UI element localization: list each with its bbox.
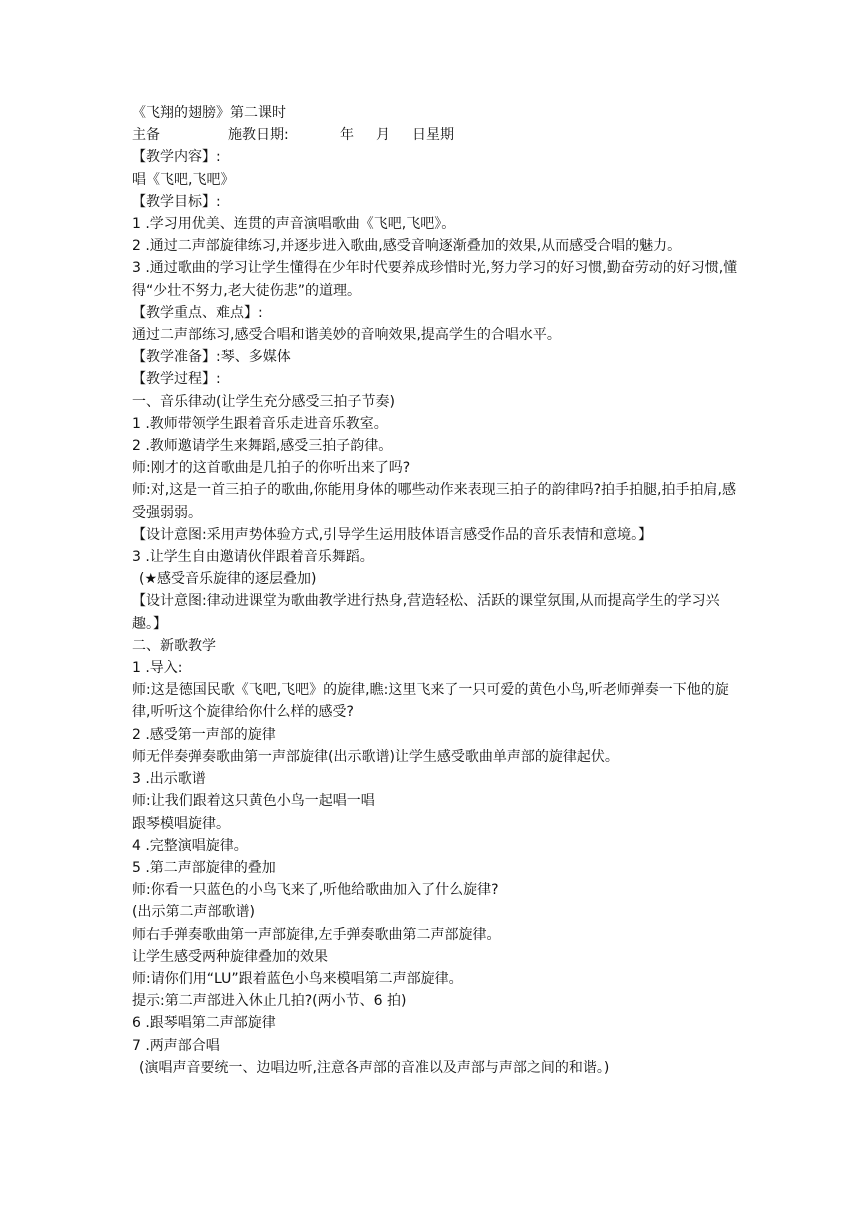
design-intent-note: 【设计意图:律动进课堂为歌曲教学进行热身,营造轻松、活跃的课堂氛围,从而提高学生的学习兴趣。】	[132, 593, 720, 632]
paragraph: (★感受音乐旋律的逐层叠加)	[139, 571, 317, 588]
list-item: 1 .教师带领学生跟着音乐走进音乐教室。	[132, 415, 388, 432]
design-intent-note: 【设计意图:采用声势体验方式,引导学生运用肢体语言感受作品的音乐表情和意境。】	[132, 526, 653, 543]
document-header-row	[132, 124, 742, 146]
paragraph: 师:对,这是一首三拍子的歌曲,你能用身体的哪些动作来表现三拍子的韵律吗?拍手拍腿,拍手拍肩,感受强弱弱。	[132, 482, 736, 521]
paragraph: 师:你看一只蓝色的小鸟飞来了,听他给歌曲加入了什么旋律?	[132, 882, 499, 899]
day-label: 日	[412, 127, 426, 144]
weekday-label: 星期	[426, 127, 454, 144]
list-item: 2 .通过二声部旋律练习,并逐步进入歌曲,感受音响逐渐叠加的效果,从而感受合唱的魅力。	[132, 238, 682, 255]
list-item: 7 .两声部合唱	[132, 1037, 220, 1054]
list-item: 3 .让学生自由邀请伙伴跟着音乐舞蹈。	[132, 549, 374, 566]
list-item: 1 .导入:	[132, 660, 183, 677]
paragraph: 跟琴模唱旋律。	[132, 815, 230, 832]
paragraph: 通过二声部练习,感受合唱和谐美妙的音响效果,提高学生的合唱水平。	[132, 327, 561, 344]
paragraph: 师:刚才的这首歌曲是几拍子的你听出来了吗?	[132, 460, 411, 477]
list-item: 4 .完整演唱旋律。	[132, 837, 248, 854]
lesson-plan-document	[132, 102, 742, 1079]
paragraph: 师:这是德国民歌《飞吧,飞吧》的旋律,瞧:这里飞来了一只可爱的黄色小鸟,听老师弹奏一下他的旋律,听听这个旋律给你什么样的感受?	[132, 682, 729, 721]
subsection-heading: 二、新歌教学	[132, 637, 216, 654]
paragraph: (出示第二声部歌谱)	[132, 904, 255, 921]
list-item: 2 .教师邀请学生来舞蹈,感受三拍子韵律。	[132, 438, 393, 455]
paragraph: 师无伴奏弹奏歌曲第一声部旋律(出示歌谱)让学生感受歌曲单声部的旋律起伏。	[132, 748, 619, 765]
paragraph: (演唱声音要统一、边唱边听,注意各声部的音准以及声部与声部之间的和谐。)	[139, 1059, 610, 1076]
paragraph: 师右手弹奏歌曲第一声部旋律,左手弹奏歌曲第二声部旋律。	[132, 926, 501, 943]
month-label: 月	[376, 127, 390, 144]
host-label: 主备	[132, 127, 160, 144]
year-label: 年	[340, 127, 354, 144]
list-item: 5 .第二声部旋律的叠加	[132, 859, 276, 876]
subsection-heading: 一、音乐律动(让学生充分感受三拍子节奏)	[132, 393, 395, 410]
section-heading: 【教学重点、难点】:	[132, 304, 263, 321]
list-item: 2 .感受第一声部的旋律	[132, 726, 276, 743]
paragraph: 师:请你们用“LU”跟着蓝色小鸟来模唱第二声部旋律。	[132, 970, 463, 987]
list-item: 1 .学习用优美、连贯的声音演唱歌曲《飞吧,飞吧》。	[132, 216, 456, 233]
paragraph: 师:让我们跟着这只黄色小鸟一起唱一唱	[132, 793, 375, 810]
document-title: 《飞翔的翅膀》第二课时	[132, 105, 286, 121]
list-item: 6 .跟琴唱第二声部旋律	[132, 1015, 276, 1032]
section-heading: 【教学过程】:	[132, 371, 221, 388]
list-item: 3 .出示歌谱	[132, 771, 206, 788]
section-heading: 【教学准备】:琴、多媒体	[132, 349, 291, 366]
section-heading: 【教学内容】:	[132, 149, 221, 166]
paragraph: 提示:第二声部进入休止几拍?(两小节、6 拍)	[132, 993, 407, 1010]
section-heading: 【教学目标】:	[132, 193, 221, 210]
date-label: 施教日期:	[228, 127, 289, 144]
paragraph: 唱《飞吧,飞吧》	[132, 171, 235, 188]
list-item: 3 .通过歌曲的学习让学生懂得在少年时代要养成珍惜时光,努力学习的好习惯,勤奋劳动的好习惯,懂得“少壮不努力,老大徒伤悲”的道理。	[132, 260, 738, 299]
paragraph: 让学生感受两种旋律叠加的效果	[132, 948, 328, 965]
